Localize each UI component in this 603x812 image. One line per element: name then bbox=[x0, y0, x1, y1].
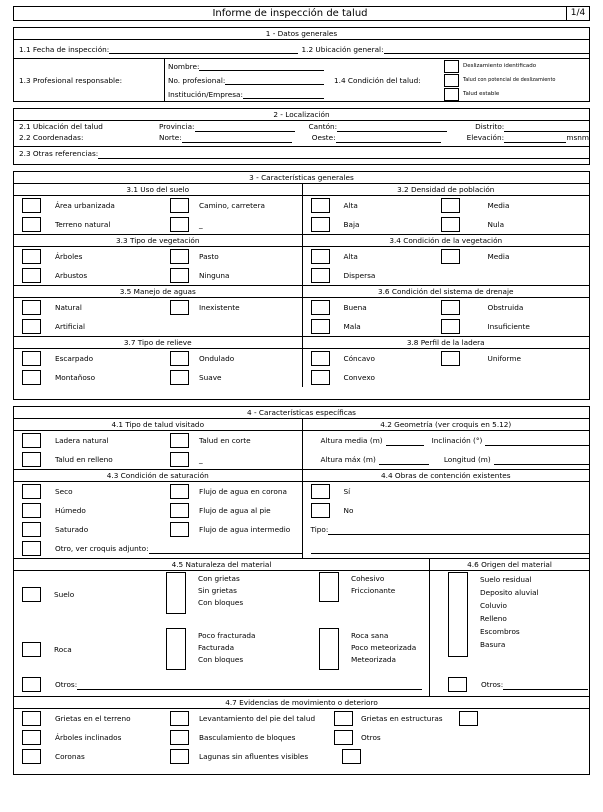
inexistente-checkbox[interactable] bbox=[170, 300, 189, 315]
option-label: Flujo de agua al pie bbox=[199, 506, 271, 515]
otro-uso-checkbox[interactable] bbox=[170, 217, 189, 232]
montanoso-checkbox[interactable] bbox=[22, 370, 41, 385]
levantamiento-checkbox[interactable] bbox=[170, 711, 189, 726]
pasto-checkbox[interactable] bbox=[170, 249, 189, 264]
option-label: Otros bbox=[361, 733, 381, 742]
convexo-checkbox[interactable] bbox=[311, 370, 330, 385]
roca-checkbox[interactable] bbox=[22, 642, 41, 657]
otro-sat-checkbox[interactable] bbox=[22, 541, 41, 556]
drenaje-title: 3.6 Condición del sistema de drenaje bbox=[303, 286, 590, 298]
canton-field[interactable] bbox=[337, 122, 447, 132]
longitud-label: Longitud (m) bbox=[443, 455, 491, 464]
option-label: Ninguna bbox=[199, 271, 230, 280]
option-label: Meteorizada bbox=[351, 655, 397, 664]
densidad-title: 3.2 Densidad de población bbox=[303, 184, 590, 196]
origen-title: 4.6 Origen del material bbox=[430, 559, 589, 571]
distrito-field[interactable] bbox=[504, 122, 589, 132]
option-label: Cohesivo bbox=[351, 574, 385, 583]
option-label: Arbustos bbox=[55, 271, 88, 280]
inclinacion-label: Inclinación (°) bbox=[431, 436, 483, 445]
option-label: Escombros bbox=[480, 627, 520, 636]
option-label: Sí bbox=[343, 487, 351, 496]
option-label: Cóncavo bbox=[343, 354, 375, 363]
section-title: 3 - Características generales bbox=[14, 172, 589, 184]
option-label: Roca sana bbox=[351, 631, 389, 640]
roca-tipo-opts bbox=[351, 630, 416, 666]
option-label: Lagunas sin afluentes visibles bbox=[199, 752, 309, 761]
option-label: Artificial bbox=[55, 322, 86, 331]
veg-alta-checkbox[interactable] bbox=[311, 249, 330, 264]
option-label: Mala bbox=[343, 322, 361, 331]
arbustos-checkbox[interactable] bbox=[22, 268, 41, 283]
option-label: Camino, carretera bbox=[199, 201, 265, 210]
cond-opt-label: Talud con potencial de deslizamiento bbox=[463, 77, 556, 83]
suelo-checkbox[interactable] bbox=[22, 587, 41, 602]
uniforme-checkbox[interactable] bbox=[441, 351, 460, 366]
form-header bbox=[13, 6, 590, 21]
seco-checkbox[interactable] bbox=[22, 484, 41, 499]
option-label: Árboles inclinados bbox=[55, 733, 122, 742]
grietas-estructuras-check2[interactable] bbox=[459, 711, 478, 726]
deslizamiento-checkbox[interactable] bbox=[444, 60, 459, 73]
option-label: _ bbox=[199, 220, 203, 229]
no-prof-field[interactable] bbox=[225, 75, 324, 85]
lagunas-check2[interactable] bbox=[342, 749, 361, 764]
geometria-title: 4.2 Geometría (ver croquis en 5.12) bbox=[303, 419, 590, 431]
altura-max-field[interactable] bbox=[379, 455, 429, 465]
ubicacion-field[interactable] bbox=[384, 44, 589, 54]
buena-checkbox[interactable] bbox=[311, 300, 330, 315]
veg-dispersa-checkbox[interactable] bbox=[311, 268, 330, 283]
altura-media-field[interactable] bbox=[386, 436, 424, 446]
obras-title: 4.4 Obras de contención existentes bbox=[303, 470, 590, 482]
option-label: Ondulado bbox=[199, 354, 235, 363]
insuficiente-checkbox[interactable] bbox=[441, 319, 460, 334]
section-localizacion bbox=[13, 108, 590, 165]
suelo-tipo-opts bbox=[351, 573, 395, 597]
potencial-checkbox[interactable] bbox=[444, 74, 459, 87]
saturacion-title: 4.3 Condición de saturación bbox=[14, 470, 302, 482]
artificial-checkbox[interactable] bbox=[22, 319, 41, 334]
option-label: Flujo de agua en corona bbox=[199, 487, 287, 496]
coords-label: 2.2 Coordenadas: bbox=[19, 133, 84, 142]
section-title: 1 - Datos generales bbox=[14, 28, 589, 40]
naturaleza-title: 4.5 Naturaleza del material bbox=[14, 559, 429, 571]
longitud-field[interactable] bbox=[494, 455, 589, 465]
option-label: Buena bbox=[343, 303, 367, 312]
option-label: Otro, ver croquis adjunto: bbox=[55, 544, 149, 553]
origen-opts bbox=[480, 573, 539, 651]
arboles-inclinados-checkbox[interactable] bbox=[22, 730, 41, 745]
option-label: Flujo de agua intermedio bbox=[199, 525, 291, 534]
relieve-title: 3.7 Tipo de relieve bbox=[14, 337, 302, 349]
norte-field[interactable] bbox=[182, 133, 292, 143]
option-label: Alta bbox=[343, 201, 358, 210]
form-title: Informe de inspección de talud bbox=[212, 8, 368, 19]
institucion-field[interactable] bbox=[243, 89, 324, 99]
section-title: 4 - Características específicas bbox=[14, 407, 589, 419]
option-label: Saturado bbox=[55, 525, 89, 534]
option-label: Obstruida bbox=[487, 303, 524, 312]
escarpado-checkbox[interactable] bbox=[22, 351, 41, 366]
option-label: Deposito aluvial bbox=[480, 588, 539, 597]
estable-checkbox[interactable] bbox=[444, 88, 459, 101]
option-label: Con bloques bbox=[198, 598, 244, 607]
otros-label: Otros: bbox=[55, 680, 78, 689]
option-label: Poco fracturada bbox=[198, 631, 256, 640]
tipo-obra-field-2[interactable] bbox=[311, 544, 590, 554]
option-label: Media bbox=[487, 252, 510, 261]
option-label: Alta bbox=[343, 252, 358, 261]
roca-opts bbox=[198, 630, 256, 666]
alta-checkbox[interactable] bbox=[311, 198, 330, 213]
option-label: Uniforme bbox=[487, 354, 521, 363]
nula-checkbox[interactable] bbox=[441, 217, 460, 232]
option-label: Inexistente bbox=[199, 303, 240, 312]
option-label: Insuficiente bbox=[487, 322, 530, 331]
otras-label: 2.3 Otras referencias: bbox=[19, 149, 99, 158]
talud-corte-checkbox[interactable] bbox=[170, 433, 189, 448]
condicion-label: 1.4 Condición del talud: bbox=[334, 75, 421, 85]
suelo-opts bbox=[198, 573, 243, 609]
roca-label: Roca bbox=[54, 645, 72, 654]
concavo-checkbox[interactable] bbox=[311, 351, 330, 366]
page-number: 1/4 bbox=[566, 7, 589, 20]
suelo-label: Suelo bbox=[54, 590, 75, 599]
coronas-checkbox[interactable] bbox=[22, 749, 41, 764]
elevacion-field[interactable] bbox=[504, 133, 566, 143]
otras-field[interactable] bbox=[98, 149, 589, 159]
otros-evid-checkbox[interactable] bbox=[334, 730, 353, 745]
otros-label: Otros: bbox=[481, 680, 504, 689]
option-label: Suelo residual bbox=[480, 575, 532, 584]
ubicacion-label: 1.2 Ubicación general: bbox=[301, 44, 384, 54]
area-urbanizada-checkbox[interactable] bbox=[22, 198, 41, 213]
option-label: Friccionante bbox=[351, 586, 396, 595]
option-label: Árboles bbox=[55, 252, 83, 261]
option-label: _ bbox=[199, 455, 203, 464]
option-label: Húmedo bbox=[55, 506, 86, 515]
option-label: Coluvio bbox=[480, 601, 508, 610]
option-label: Talud en relleno bbox=[55, 455, 113, 464]
otros-nat-checkbox[interactable] bbox=[22, 677, 41, 692]
option-label: Grietas en el terreno bbox=[55, 714, 131, 723]
provincia-label: Provincia: bbox=[159, 122, 195, 131]
section-datos-generales bbox=[13, 27, 590, 102]
grietas-terreno-checkbox[interactable] bbox=[22, 711, 41, 726]
fecha-field[interactable] bbox=[109, 44, 297, 54]
option-label: Talud en corte bbox=[199, 436, 251, 445]
option-label: Nula bbox=[487, 220, 505, 229]
nombre-label: Nombre: bbox=[168, 61, 200, 71]
suelo-opts-checkboxes[interactable] bbox=[166, 572, 186, 614]
perfil-title: 3.8 Perfil de la ladera bbox=[303, 337, 590, 349]
lagunas-checkbox[interactable] bbox=[170, 749, 189, 764]
provincia-field[interactable] bbox=[195, 122, 295, 132]
option-label: Con bloques bbox=[198, 655, 244, 664]
option-label: Escarpado bbox=[55, 354, 94, 363]
elevacion-label: Elevación: bbox=[466, 133, 505, 142]
option-label: Relleno bbox=[480, 614, 507, 623]
otro-sat-field[interactable] bbox=[149, 544, 302, 554]
option-label: Facturada bbox=[198, 643, 235, 652]
otros-origen-field[interactable] bbox=[503, 680, 588, 690]
talud-relleno-checkbox[interactable] bbox=[22, 452, 41, 467]
form-page bbox=[13, 6, 590, 781]
saturado-checkbox[interactable] bbox=[22, 522, 41, 537]
option-label: Baja bbox=[343, 220, 360, 229]
camino-checkbox[interactable] bbox=[170, 198, 189, 213]
section-caracteristicas-especificas bbox=[13, 406, 590, 775]
ubic-talud-label: 2.1 Ubicación del talud bbox=[19, 122, 103, 131]
nombre-field[interactable] bbox=[199, 61, 324, 71]
option-label: Terreno natural bbox=[55, 220, 111, 229]
option-label: No bbox=[343, 506, 354, 515]
option-label: Convexo bbox=[343, 373, 375, 382]
distrito-label: Distrito: bbox=[475, 122, 505, 131]
altura-media-label: Altura media (m) bbox=[320, 436, 383, 445]
option-label: Basculamiento de bloques bbox=[199, 733, 296, 742]
natural-checkbox[interactable] bbox=[22, 300, 41, 315]
grietas-estructuras-checkbox[interactable] bbox=[334, 711, 353, 726]
oeste-field[interactable] bbox=[336, 133, 441, 143]
oeste-label: Oeste: bbox=[311, 133, 336, 142]
profesional-label: 1.3 Profesional responsable: bbox=[19, 75, 123, 85]
suave-checkbox[interactable] bbox=[170, 370, 189, 385]
tipo-obra-label: Tipo: bbox=[310, 525, 329, 534]
origen-checkboxes[interactable] bbox=[448, 572, 468, 657]
suelo-tipo-checkboxes[interactable] bbox=[319, 572, 339, 602]
cond-opt-label: Deslizamiento identificado bbox=[463, 63, 537, 69]
flujo-intermedio-checkbox[interactable] bbox=[170, 522, 189, 537]
option-label: Grietas en estructuras bbox=[361, 714, 443, 723]
institucion-label: Institución/Empresa: bbox=[168, 89, 243, 99]
option-label: Sin grietas bbox=[198, 586, 237, 595]
baja-checkbox[interactable] bbox=[311, 217, 330, 232]
arboles-checkbox[interactable] bbox=[22, 249, 41, 264]
evidencias-title: 4.7 Evidencias de movimiento o deterioro bbox=[14, 697, 589, 709]
mala-checkbox[interactable] bbox=[311, 319, 330, 334]
cond-veg-title: 3.4 Condición de la vegetación bbox=[303, 235, 590, 247]
section-caracteristicas-generales bbox=[13, 171, 590, 400]
option-label: Con grietas bbox=[198, 574, 240, 583]
option-label: Seco bbox=[55, 487, 73, 496]
humedo-checkbox[interactable] bbox=[22, 503, 41, 518]
si-checkbox[interactable] bbox=[311, 484, 330, 499]
inclinacion-field[interactable] bbox=[485, 436, 589, 446]
option-label: Área urbanizada bbox=[55, 201, 115, 210]
media-checkbox[interactable] bbox=[441, 198, 460, 213]
option-label: Natural bbox=[55, 303, 82, 312]
otro-tipo-checkbox[interactable] bbox=[170, 452, 189, 467]
option-label: Dispersa bbox=[343, 271, 376, 280]
basculamiento-checkbox[interactable] bbox=[170, 730, 189, 745]
altura-max-label: Altura máx (m) bbox=[320, 455, 376, 464]
tipo-talud-title: 4.1 Tipo de talud visitado bbox=[14, 419, 302, 431]
obstruida-checkbox[interactable] bbox=[441, 300, 460, 315]
otros-origen-checkbox[interactable] bbox=[448, 677, 467, 692]
roca-opts-checkboxes[interactable] bbox=[166, 628, 186, 670]
flujo-pie-checkbox[interactable] bbox=[170, 503, 189, 518]
flujo-corona-checkbox[interactable] bbox=[170, 484, 189, 499]
option-label: Suave bbox=[199, 373, 222, 382]
aguas-title: 3.5 Manejo de aguas bbox=[14, 286, 302, 298]
roca-tipo-checkboxes[interactable] bbox=[319, 628, 339, 670]
option-label: Basura bbox=[480, 640, 506, 649]
vegetacion-title: 3.3 Tipo de vegetación bbox=[14, 235, 302, 247]
fecha-label: 1.1 Fecha de inspección: bbox=[19, 44, 110, 54]
option-label: Poco meteorizada bbox=[351, 643, 417, 652]
norte-label: Norte: bbox=[159, 133, 182, 142]
terreno-natural-checkbox[interactable] bbox=[22, 217, 41, 232]
no-checkbox[interactable] bbox=[311, 503, 330, 518]
option-label: Ladera natural bbox=[55, 436, 109, 445]
otros-nat-field[interactable] bbox=[77, 680, 422, 690]
no-prof-label: No. profesional: bbox=[168, 75, 226, 85]
ondulado-checkbox[interactable] bbox=[170, 351, 189, 366]
option-label: Montañoso bbox=[55, 373, 96, 382]
section-title: 2 - Localización bbox=[14, 109, 589, 121]
msnm-label: msnm bbox=[566, 133, 589, 142]
uso-suelo-title: 3.1 Uso del suelo bbox=[14, 184, 302, 196]
option-label: Pasto bbox=[199, 252, 219, 261]
veg-media-checkbox[interactable] bbox=[441, 249, 460, 264]
option-label: Coronas bbox=[55, 752, 85, 761]
cond-opt-label: Talud estable bbox=[463, 91, 500, 97]
ninguna-checkbox[interactable] bbox=[170, 268, 189, 283]
tipo-obra-field[interactable] bbox=[328, 525, 589, 535]
option-label: Levantamiento del pie del talud bbox=[199, 714, 316, 723]
canton-label: Cantón: bbox=[308, 122, 338, 131]
option-label: Media bbox=[487, 201, 510, 210]
ladera-natural-checkbox[interactable] bbox=[22, 433, 41, 448]
